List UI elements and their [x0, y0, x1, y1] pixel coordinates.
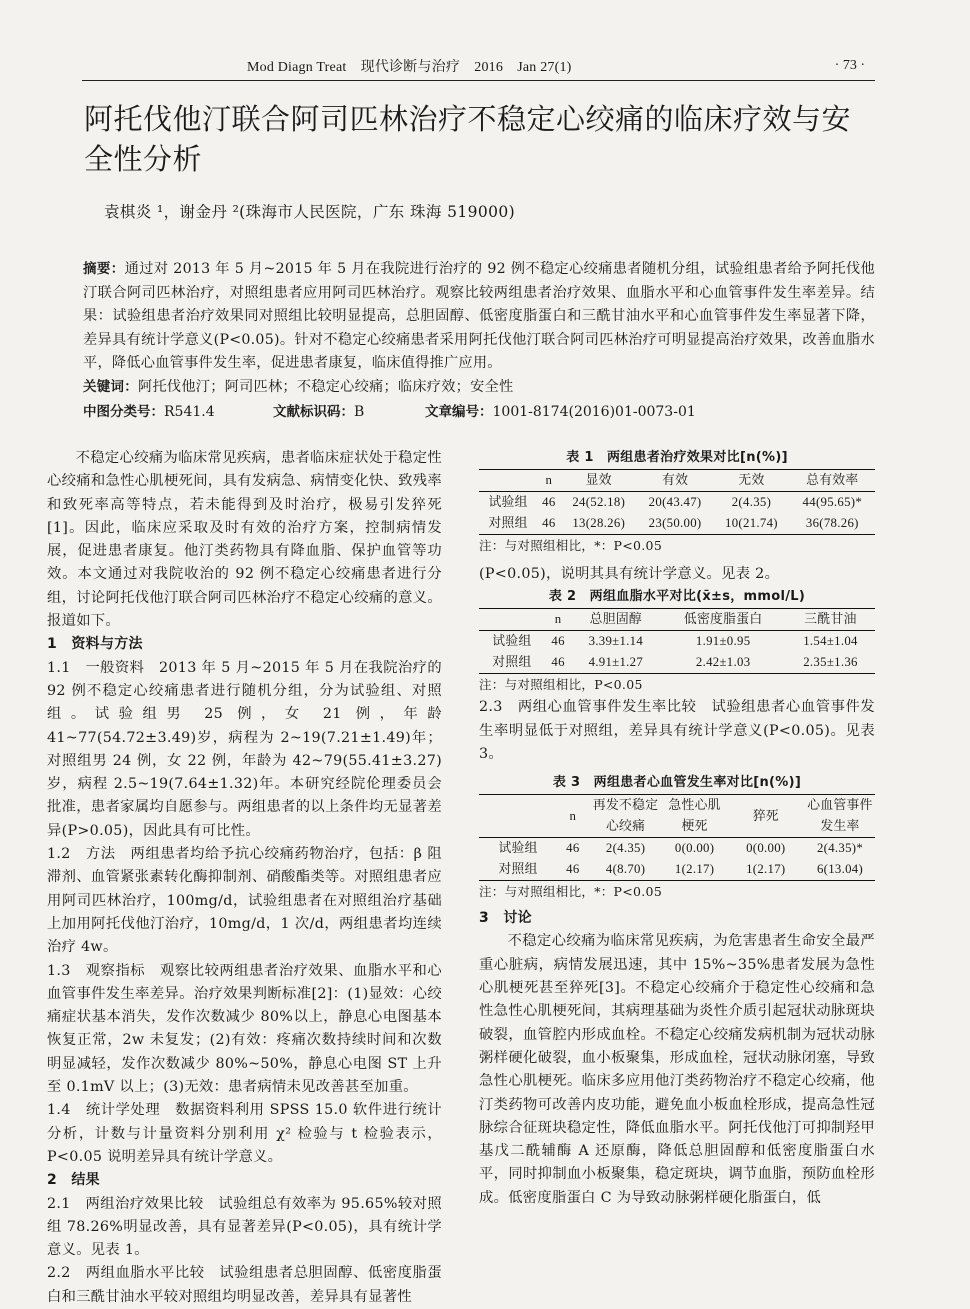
abstract-label: 摘要： — [83, 261, 125, 277]
clc-value: R541.4 — [164, 404, 215, 420]
journal-info: Mod Diagn Treat 现代诊断与治疗 2016 Jan 27(1) — [247, 60, 572, 75]
table-header-cell: 急性心肌梗死 — [663, 795, 727, 838]
paragraph: 1.1 一般资料 2013 年 5 月~2015 年 5 月在我院治疗的 92 例不稳定心绞痛患者进行随机分组，分为试验组、对照组。试验组男 25 例，女 21 例，年龄 41~77(54.72±3.49)岁，病程为 2~19(7.21±1.49)年；对照组男 24 例，女 22 例，年龄为 42~79(55.41±3.27)岁，病程 2.5~19(7.64±1.32)年。本研究经院伦理委员会批准，患者家属均自愿参与。两组患者的以上条件均无显著差异(P>0.05)，因此具有可比性。 — [47, 659, 442, 839]
running-header — [0, 52, 970, 78]
table-2-title: 表 2 两组血脂水平对比(x̄±s，mmol/L) — [548, 589, 806, 605]
intro-paragraph: 不稳定心绞痛为临床常见疾病，患者临床症状处于稳定性心绞痛和急性心肌梗死间，具有发病急、病情变化快、致残率和致死率高等特点，若未能得到及时治疗，极易引发猝死[1]。因此，临床应采取及时有效的治疗方案，控制病情发展，促进患者康复。他汀类药物具有降血脂、保护血管等功效。本文通过对我院收治的 92 例不稳定心绞痛患者进行分组，讨论阿托伐他汀联合阿司匹林治疗不稳定心绞痛的意义。报道如下。 — [47, 450, 442, 630]
keywords-label: 关键词： — [83, 378, 138, 395]
table-cell: 46 — [557, 859, 588, 881]
table-cell: 对照组 — [479, 513, 537, 535]
table-row — [479, 652, 875, 674]
article-number-label: 文章编号： — [425, 404, 493, 420]
table-header-cell: 显效 — [561, 470, 637, 492]
paragraph: 2.3 两组心血管事件发生率比较 试验组患者心血管事件发生率明显低于对照组，差异具有统计学意义(P<0.05)。见表 3。 — [479, 699, 875, 762]
section-heading: 2 结果 — [47, 1172, 100, 1189]
table-cell: 1.91±0.95 — [695, 634, 751, 649]
table-cell: 对照组 — [479, 652, 545, 674]
table-header-cell: 低密度脂蛋白 — [660, 609, 786, 631]
clc-field — [83, 400, 215, 420]
table-header-cell: 猝死 — [727, 795, 805, 838]
doc-code-label: 文献标识码： — [273, 404, 354, 420]
table-cell: 2.35±1.36 — [786, 652, 875, 674]
table-cell: 2(4.35)* — [816, 841, 864, 856]
table-cell: 1(2.17) — [727, 859, 805, 881]
article-number-value: 1001-8174(2016)01-0073-01 — [492, 404, 696, 420]
table-cell: 36(78.26) — [790, 513, 875, 535]
table-header-cell: 心血管事件发生率 — [805, 795, 875, 838]
table-row — [479, 513, 875, 535]
section-heading: 1 资料与方法 — [47, 636, 143, 653]
table-3 — [479, 794, 875, 881]
table-cell: 3.39±1.14 — [588, 634, 644, 649]
table-cell: 6(13.04) — [805, 859, 875, 881]
table-row — [479, 492, 875, 514]
table-header-cell: 有效 — [637, 470, 713, 492]
table-cell: 0(0.00) — [746, 841, 786, 856]
table-header-cell: 总胆固醇 — [571, 609, 660, 631]
paragraph: 1.2 方法 两组患者均给予抗心绞痛药物治疗，包括：β 阻滞剂、血管紧张素转化酶抑制剂、硝酸酯类等。对照组患者应用阿司匹林治疗，100mg/d，试验组患者在对照组治疗基础上加用阿托伐他汀治疗，10mg/d，1 次/d，两组患者均连续治疗 4w。 — [47, 846, 442, 956]
abstract-block — [83, 258, 875, 399]
paragraph: 1.3 观察指标 观察比较两组患者治疗效果、血脂水平和心血管事件发生率差异。治疗效果判断标准[2]：(1)显效：心绞痛症状基本消失，发作次数减少 80%以上，静息心电图基本恢复正常，2w 未复发；(2)有效：疼痛次数持续时间和次数明显减轻，发作次数减少 80%~50%，静息心电图 ST 上升至 0.1mV 以上；(3)无效：患者病情未见改善甚至加重。 — [47, 962, 442, 1096]
table-cell: 试验组 — [492, 634, 532, 649]
table-cell: 46 — [551, 634, 565, 649]
table-cell: 1(2.17) — [663, 859, 727, 881]
table-cell: 4(8.70) — [589, 859, 663, 881]
article-number-field — [425, 400, 696, 420]
table-cell: 13(28.26) — [561, 513, 637, 535]
table-header-cell: 再发不稳定心绞痛 — [589, 795, 663, 838]
doc-code-field — [273, 400, 364, 420]
table-row — [479, 838, 875, 860]
table-header-cell — [479, 470, 537, 492]
table-header-cell — [479, 795, 557, 838]
keywords-text: 阿托伐他汀；阿司匹林；不稳定心绞痛；临床疗效；安全性 — [138, 378, 514, 395]
section-heading: 3 讨论 — [479, 910, 532, 927]
table-cell: 10(21.74) — [713, 513, 789, 535]
discussion-paragraph: 不稳定心绞痛为临床常见疾病，为危害患者生命安全最严重心脏病，病情发展迅速，其中 15%~35%患者发展为急性心肌梗死甚至猝死[3]。不稳定心绞痛介于稳定性心绞痛和急性急性心肌梗死间，其病理基础为炎性介质引起冠状动脉斑块破裂，血管腔内形成血栓。不稳定心绞痛发病机制为冠状动脉粥样硬化破裂，血小板聚集，形成血栓，冠状动脉闭塞，导致急性心肌梗死。临床多应用他汀类药物治疗不稳定心绞痛，他汀类药物可改善内皮功能，避免血小板血栓形成，提高急性冠脉综合征斑块稳定性，降低血脂水平。阿托伐他汀可抑制羟甲基戊二酰辅酶 A 还原酶，降低总胆固醇和低密度脂蛋白水平，同时抑制血小板聚集，稳定斑块，调节血脂，预防血栓形成。低密度脂蛋白 C 为导致动脉粥样硬化脂蛋白，低 — [479, 933, 875, 1206]
table-header-cell: n — [545, 609, 571, 631]
table-header-cell — [479, 609, 545, 631]
header-rule — [82, 80, 875, 81]
table-cell: 46 — [542, 495, 556, 509]
table-3-title: 表 3 两组患者心血管发生率对比[n(%)] — [552, 775, 802, 791]
table-cell: 试验组 — [488, 495, 528, 509]
table-1-title: 表 1 两组患者治疗效果对比[n(%)] — [566, 450, 788, 465]
doc-code-value: B — [354, 404, 365, 420]
right-column — [479, 447, 875, 1210]
table-row — [479, 859, 875, 881]
table-3-note: 注：与对照组相比，*：P<0.05 — [479, 884, 663, 900]
left-column — [47, 447, 442, 1309]
table-cell: 24(52.18) — [572, 495, 626, 509]
table-cell: 23(50.00) — [637, 513, 713, 535]
table-cell: 46 — [545, 652, 571, 674]
table-cell: 46 — [537, 513, 560, 535]
paragraph: (P<0.05)，说明其具有统计学意义。见表 2。 — [479, 566, 780, 582]
table-header-cell: 无效 — [713, 470, 789, 492]
paragraph: 2.2 两组血脂水平比较 试验组患者总胆固醇、低密度脂蛋白和三酰甘油水平较对照组均明显改善，差异具有显著性 — [47, 1265, 442, 1305]
paragraph: 1.4 统计学处理 数据资料利用 SPSS 15.0 软件进行统计分析，计数与计量资料分别利用 χ² 检验与 t 检验表示，P<0.05 说明差异具有统计学意义。 — [47, 1102, 442, 1165]
page-number: · 73 · — [834, 58, 865, 73]
author-line: 袁棋炎 ¹，谢金丹 ²(珠海市人民医院，广东 珠海 519000) — [104, 203, 516, 221]
paragraph: 2.1 两组治疗效果比较 试验组总有效率为 95.65%较对照组 78.26%明显改善，具有显著差异(P<0.05)，具有统计学意义。见表 1。 — [47, 1195, 442, 1259]
table-cell: 4.91±1.27 — [571, 652, 660, 674]
table-header-cell: n — [557, 795, 588, 838]
table-cell: 2(4.35) — [605, 841, 646, 856]
article-title: 阿托伐他汀联合阿司匹林治疗不稳定心绞痛的临床疗效与安全性分析 — [84, 102, 852, 176]
table-header-cell: 三酰甘油 — [786, 609, 875, 631]
table-header-cell: 总有效率 — [790, 470, 875, 492]
table-cell: 20(43.47) — [648, 495, 702, 509]
table-cell: 2(4.35) — [731, 495, 772, 509]
table-header-cell: n — [537, 470, 560, 492]
table-cell: 46 — [566, 841, 580, 856]
table-2 — [479, 608, 875, 674]
table-cell: 2.42±1.03 — [660, 652, 786, 674]
table-cell: 1.54±1.04 — [803, 634, 858, 649]
abstract-text: 通过对 2013 年 5 月~2015 年 5 月在我院进行治疗的 92 例不稳定心绞痛患者随机分组，试验组患者给予阿托伐他汀联合阿司匹林治疗，对照组患者应用阿司匹林治疗。观察比较两组患者治疗效果、血脂水平和心血管事件发生率差异。结果：试验组患者治疗效果同对照组比较明显提高，总胆固醇、低密度脂蛋白和三酰甘油水平和心血管事件发生率显著下降，差异具有统计学意义(P<0.05)。针对不稳定心绞痛患者采用阿托伐他汀联合阿司匹林治疗可明显提高治疗效果，改善血脂水平，降低心血管事件发生率，促进患者康复，临床值得推广应用。 — [83, 261, 875, 371]
table-cell: 44(95.65)* — [802, 495, 863, 509]
table-cell: 0(0.00) — [674, 841, 715, 856]
table-cell: 对照组 — [479, 859, 557, 881]
table-1-note: 注：与对照组相比，*：P<0.05 — [479, 538, 663, 553]
table-2-note: 注：与对照组相比，P<0.05 — [479, 677, 643, 693]
table-row — [479, 631, 875, 653]
clc-label: 中图分类号： — [83, 404, 164, 420]
table-1 — [479, 469, 875, 535]
table-cell: 试验组 — [498, 841, 538, 856]
